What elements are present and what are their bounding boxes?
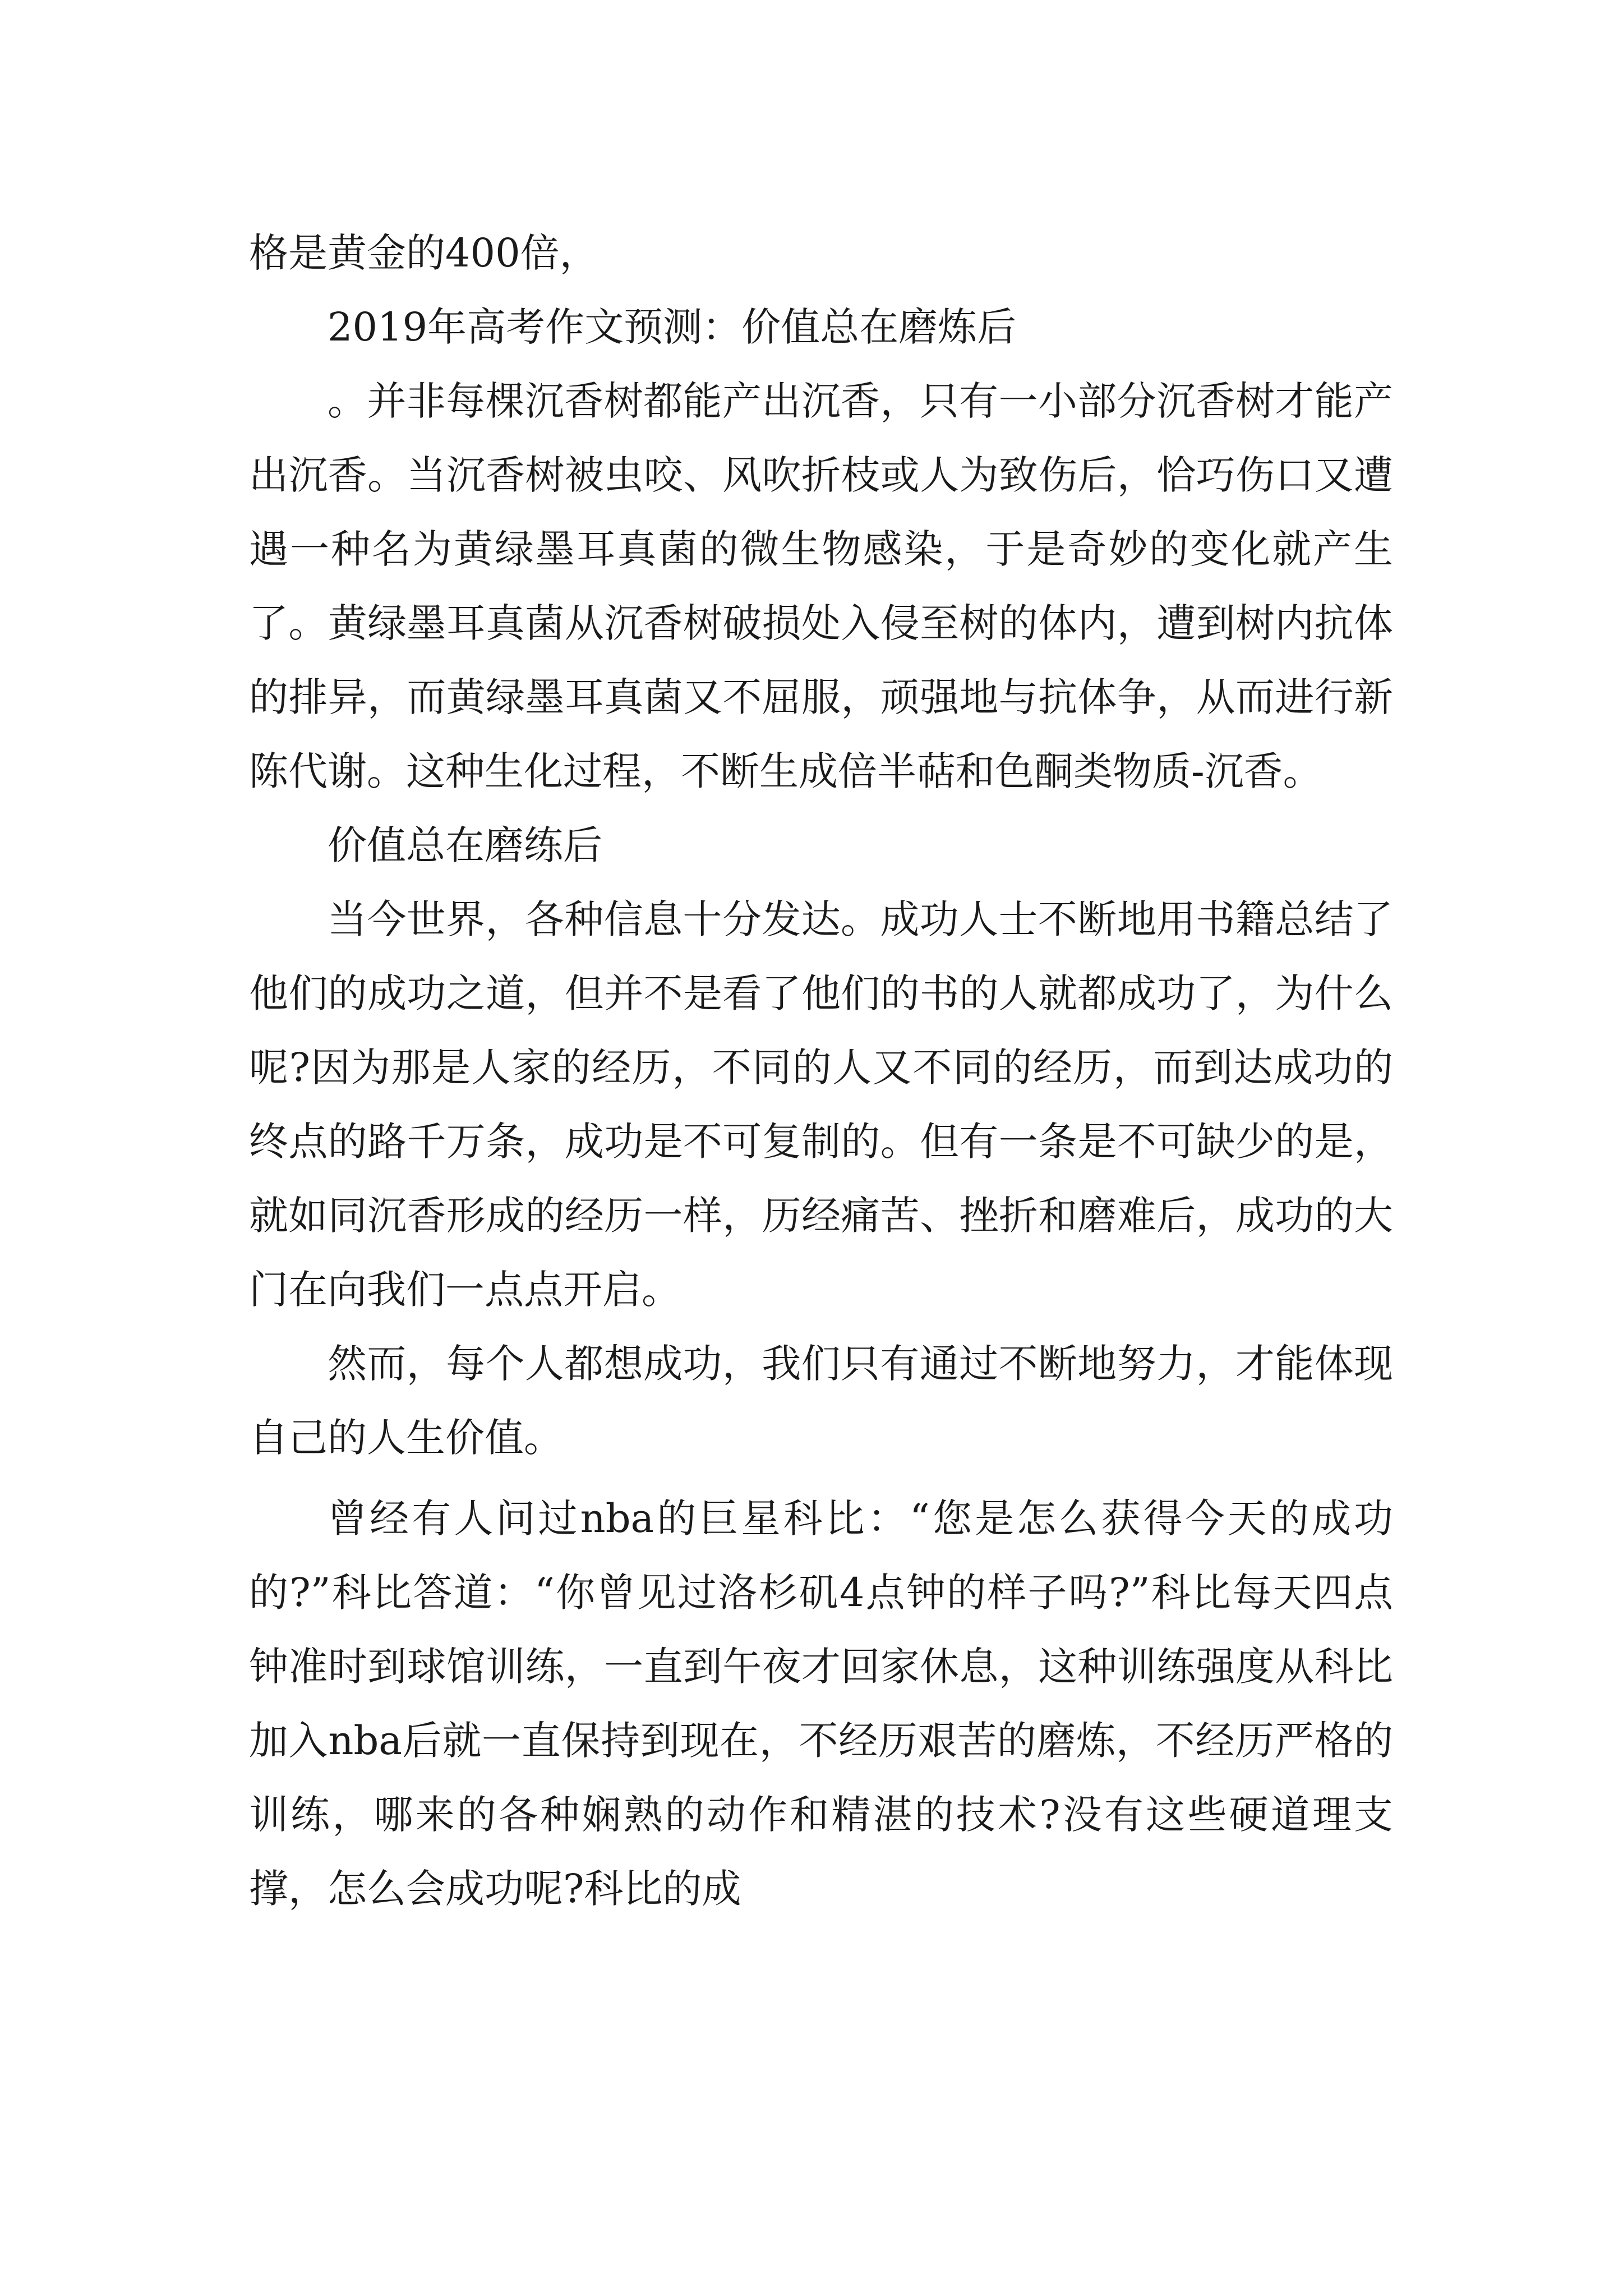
paragraph-3: 。并非每棵沉香树都能产出沉香，只有一小部分沉香树才能产出沉香。当沉香树被虫咬、风吹折枝或人为致伤后，恰巧伤口又遭遇一种名为黄绿墨耳真菌的微生物感染，于是奇妙的变化就产生了。黄绿墨耳真菌从沉香树破损处入侵至树的体内，遭到树内抗体的排异，而黄绿墨耳真菌又不屈服，顽强地与抗体争，从而进行新陈代谢。这种生化过程，不断生成倍半萜和色酮类物质-沉香。 [249, 378, 1393, 794]
document-body [249, 216, 1393, 1926]
paragraph-5: 当今世界，各种信息十分发达。成功人士不断地用书籍总结了他们的成功之道，但并不是看了他们的书的人就都成功了，为什么呢?因为那是人家的经历，不同的人又不同的经历，而到达成功的终点的路千万条，成功是不可复制的。但有一条是不可缺少的是，就如同沉香形成的经历一样，历经痛苦、挫折和磨难后，成功的大门在向我们一点点开启。 [249, 896, 1393, 1313]
paragraph-2: 2019年高考作文预测：价值总在磨炼后 [328, 304, 1017, 350]
paragraph-7: 曾经有人问过nba的巨星科比：“您是怎么获得今天的成功的?”科比答道：“你曾见过洛杉矶4点钟的样子吗?”科比每天四点钟准时到球馆训练，一直到午夜才回家休息，这种训练强度从科比加入nba后就一直保持到现在，不经历艰苦的磨炼，不经历严格的训练，哪来的各种娴熟的动作和精湛的技术?没有这些硬道理支撑，怎么会成功呢?科比的成 [249, 1496, 1393, 1912]
paragraph-6: 然而，每个人都想成功，我们只有通过不断地努力，才能体现自己的人生价值。 [249, 1341, 1393, 1461]
paragraph-4: 价值总在磨练后 [328, 822, 602, 868]
paragraph-1: 格是黄金的400倍， [249, 230, 599, 276]
